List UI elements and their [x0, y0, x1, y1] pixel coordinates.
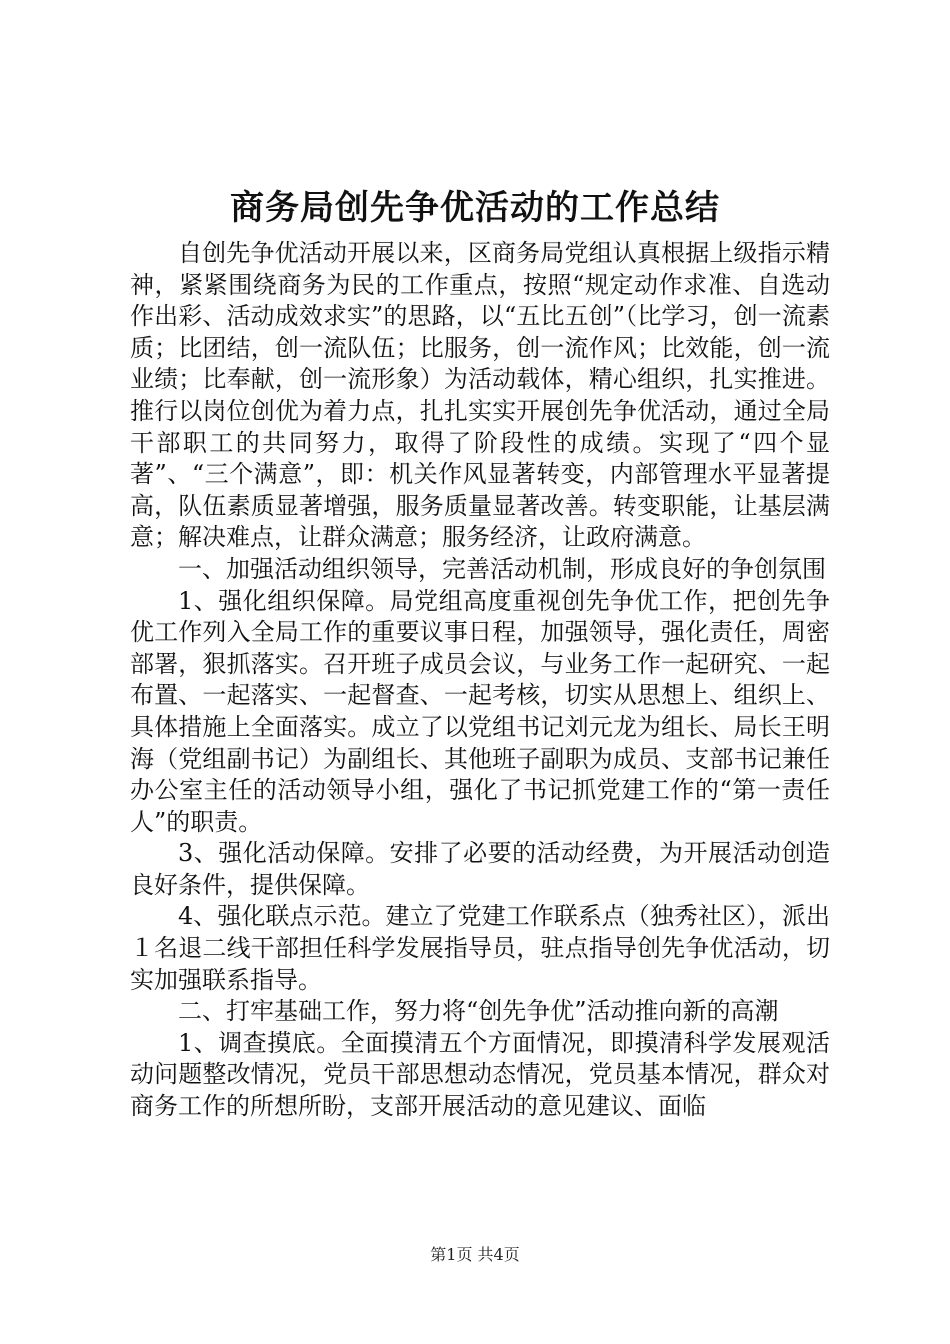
paragraph-intro: 自创先争优活动开展以来，区商务局党组认真根据上级指示精神，紧紧围绕商务为民的工作重点，按照“规定动作求准、自选动作出彩、活动成效求实”的思路，以“五比五创”（比学习，创一流素质；比团结，创一流队伍；比服务，创一流作风；比效能，创一流业绩；比奉献，创一流形象）为活动载体，精心组织，扎实推进。推行以岗位创优为着力点，扎扎实实开展创先争优活动，通过全局干部职工的共同努力，取得了阶段性的成绩。实现了“四个显著”、“三个满意”，即：机关作风显著转变，内部管理水平显著提高，队伍素质显著增强，服务质量显著改善。转变职能，让基层满意；解决难点，让群众满意；服务经济，让政府满意。 — [130, 239, 830, 552]
paragraph-item-1-1: 1、强化组织保障。局党组高度重视创先争优工作，把创先争优工作列入全局工作的重要议事日程，加强领导，强化责任，周密部署，狠抓落实。召开班子成员会议，与业务工作一起研究、一起布置、一起落实、一起督查、一起考核，切实从思想上、组织上、具体措施上全面落实。成立了以党组书记刘元龙为组长、局长王明海（党组副书记）为副组长、其他班子副职为成员、支部书记兼任办公室主任的活动领导小组，强化了书记抓党建工作的“第一责任人”的职责。 — [130, 586, 830, 836]
section-heading-1: 一、加强活动组织领导，完善活动机制，形成良好的争创氛围 — [178, 554, 826, 583]
paragraph-item-2-1: 1、调查摸底。全面摸清五个方面情况，即摸清科学发展观活动问题整改情况，党员干部思想动态情况，党员基本情况，群众对商务工作的所想所盼，支部开展活动的意见建议、面临 — [130, 1028, 830, 1121]
document-body — [130, 238, 830, 1123]
paragraph-item-1-4: 4、强化联点示范。建立了党建工作联系点（独秀社区），派出１名退二线干部担任科学发展指导员，驻点指导创先争优活动，切实加强联系指导。 — [130, 902, 830, 994]
section-heading-2: 二、打牢基础工作，努力将“创先争优”活动推向新的高潮 — [178, 997, 779, 1026]
page-footer: 第1页 共4页 — [430, 1245, 520, 1264]
document-title: 商务局创先争优活动的工作总结 — [230, 188, 720, 228]
paragraph-item-1-3: 3、强化活动保障。安排了必要的活动经费，为开展活动创造良好条件，提供保障。 — [130, 839, 830, 899]
